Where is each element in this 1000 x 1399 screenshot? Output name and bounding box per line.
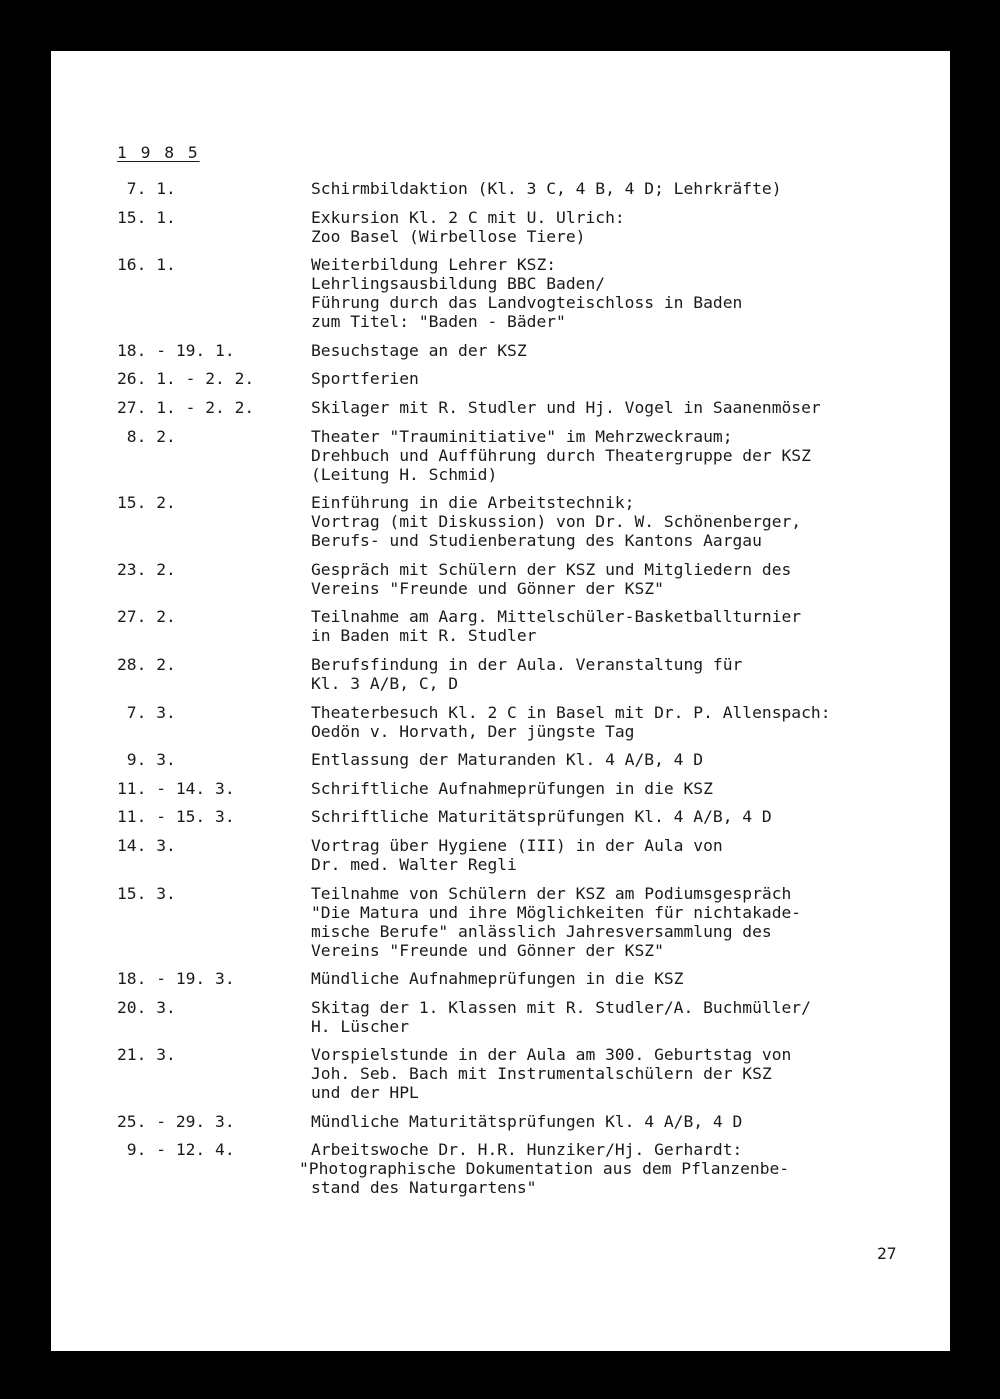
entry-text-line: Dr. med. Walter Regli: [311, 854, 517, 874]
entry-date: 11. - 15. 3.: [117, 807, 235, 827]
entry-date: 7. 1.: [117, 179, 176, 198]
entry-text-line: stand des Naturgartens": [311, 1178, 537, 1198]
entry-text: [311, 607, 937, 645]
chronicle-entry: [117, 1140, 937, 1197]
chronicle-entry: [117, 884, 937, 960]
entry-date: 15. 2.: [117, 493, 176, 513]
entry-date: 7. 3.: [117, 702, 176, 722]
entry-date: 9. - 12. 4.: [117, 1140, 235, 1160]
chronicle-entry: [117, 655, 937, 693]
entry-date: 8. 2.: [117, 426, 176, 446]
entry-date: 28. 2.: [117, 654, 176, 674]
entry-text-line: Theater "Trauminitiative" im Mehrzweckraum;: [311, 426, 733, 446]
entry-text-line: Exkursion Kl. 2 C mit U. Ulrich:: [311, 207, 625, 227]
entry-text-line: Skilager mit R. Studler und Hj. Vogel in Saanenmöser: [311, 397, 821, 417]
entry-text: [311, 427, 937, 484]
entry-text: [311, 1112, 937, 1131]
entry-text: [311, 493, 937, 550]
chronicle-entry: [117, 427, 937, 484]
entry-text: [311, 369, 937, 388]
entry-text-line: Theaterbesuch Kl. 2 C in Basel mit Dr. P. Allenspach:: [311, 702, 831, 722]
chronicle-entry: [117, 836, 937, 874]
entry-text: [311, 341, 937, 360]
entry-text-line: mische Berufe" anlässlich Jahresversammlung des: [311, 921, 772, 941]
entry-text-line: Schriftliche Aufnahmeprüfungen in die KSZ: [311, 778, 713, 798]
entry-text-line: Berufs- und Studienberatung des Kantons Aargau: [311, 531, 762, 551]
entry-text-line: Skitag der 1. Klassen mit R. Studler/A. Buchmüller/: [311, 997, 811, 1017]
document-page: [51, 51, 950, 1351]
entry-date: 21. 3.: [117, 1045, 176, 1065]
entry-date: 11. - 14. 3.: [117, 778, 235, 798]
entry-text: [311, 750, 937, 769]
page-number: 27: [877, 1244, 897, 1263]
entry-text-line: Drehbuch und Aufführung durch Theatergruppe der KSZ: [311, 445, 811, 465]
entry-text-line: Vortrag über Hygiene (III) in der Aula von: [311, 835, 723, 855]
entry-text-line: Zoo Basel (Wirbellose Tiere): [311, 226, 586, 246]
chronicle-entry: [117, 750, 937, 769]
entry-text-line: Weiterbildung Lehrer KSZ:: [311, 255, 557, 275]
entry-date: 23. 2.: [117, 559, 176, 579]
entry-text-line: "Photographische Dokumentation aus dem Pflanzenbe-: [299, 1159, 790, 1179]
entry-text-line: Sportferien: [311, 369, 419, 389]
entry-text-line: Teilnahme von Schülern der KSZ am Podiumsgespräch: [311, 883, 792, 903]
entry-date: 9. 3.: [117, 750, 176, 770]
entry-text: [311, 179, 937, 198]
entry-text-line: Oedön v. Horvath, Der jüngste Tag: [311, 721, 635, 741]
entry-date: 18. - 19. 3.: [117, 969, 235, 989]
entry-text-line: Arbeitswoche Dr. H.R. Hunziker/Hj. Gerhardt:: [311, 1140, 743, 1160]
chronicle-list: [117, 179, 937, 1207]
chronicle-entry: [117, 703, 937, 741]
entry-date: 20. 3.: [117, 997, 176, 1017]
entry-text-line: Vereins "Freunde und Gönner der KSZ": [311, 578, 664, 598]
chronicle-entry: [117, 208, 937, 246]
entry-date: 15. 1.: [117, 207, 176, 227]
chronicle-entry: [117, 341, 937, 360]
entry-text: [311, 998, 937, 1036]
entry-text-line: "Die Matura und ihre Möglichkeiten für nichtakade-: [311, 902, 802, 922]
entry-text: [311, 836, 937, 874]
chronicle-entry: [117, 969, 937, 988]
entry-text-line: Mündliche Aufnahmeprüfungen in die KSZ: [311, 969, 684, 989]
entry-date: 16. 1.: [117, 255, 176, 275]
entry-text: [311, 779, 937, 798]
entry-text-line: Entlassung der Maturanden Kl. 4 A/B, 4 D: [311, 750, 704, 770]
chronicle-entry: [117, 607, 937, 645]
chronicle-entry: [117, 779, 937, 798]
entry-text-line: Schriftliche Maturitätsprüfungen Kl. 4 A/B, 4 D: [311, 807, 772, 827]
chronicle-entry: [117, 398, 937, 417]
entry-date: 15. 3.: [117, 883, 176, 903]
chronicle-entry: [117, 807, 937, 826]
entry-text: [299, 1140, 937, 1198]
entry-date: 27. 1. - 2. 2.: [117, 397, 255, 417]
chronicle-entry: [117, 179, 937, 198]
entry-text: [311, 807, 937, 826]
entry-date: 14. 3.: [117, 835, 176, 855]
chronicle-entry: [117, 560, 937, 598]
entry-text-line: und der HPL: [311, 1083, 419, 1103]
entry-text-line: in Baden mit R. Studler: [311, 626, 537, 646]
entry-text-line: Vereins "Freunde und Gönner der KSZ": [311, 940, 664, 960]
entry-text-line: H. Lüscher: [311, 1016, 410, 1036]
entry-text-line: Vorspielstunde in der Aula am 300. Geburtstag von: [311, 1045, 792, 1065]
entry-text-line: Kl. 3 A/B, C, D: [311, 673, 459, 693]
entry-text: [311, 1045, 937, 1102]
entry-text: [311, 884, 937, 960]
chronicle-entry: [117, 255, 937, 331]
entry-text: [311, 560, 937, 598]
entry-text: [311, 969, 937, 988]
entry-text-line: Lehrlingsausbildung BBC Baden/: [311, 274, 606, 294]
entry-text-line: Schirmbildaktion (Kl. 3 C, 4 B, 4 D; Lehrkräfte): [311, 179, 782, 198]
entry-text-line: Mündliche Maturitätsprüfungen Kl. 4 A/B, 4 D: [311, 1111, 743, 1131]
entry-text-line: Vortrag (mit Diskussion) von Dr. W. Schönenberger,: [311, 512, 802, 532]
entry-text: [311, 398, 937, 417]
entry-date: 27. 2.: [117, 607, 176, 627]
entry-date: 18. - 19. 1.: [117, 340, 235, 360]
entry-text-line: Besuchstage an der KSZ: [311, 340, 527, 360]
entry-text: [311, 255, 937, 331]
chronicle-entry: [117, 1045, 937, 1102]
entry-text-line: Teilnahme am Aarg. Mittelschüler-Basketballturnier: [311, 607, 802, 627]
entry-text-line: Einführung in die Arbeitstechnik;: [311, 493, 635, 513]
entry-text-line: (Leitung H. Schmid): [311, 464, 498, 484]
year-heading: 1 9 8 5: [117, 143, 200, 162]
entry-text: [311, 655, 937, 693]
entry-text-line: Joh. Seb. Bach mit Instrumentalschülern der KSZ: [311, 1064, 772, 1084]
entry-text-line: Führung durch das Landvogteischloss in Baden: [311, 293, 743, 313]
entry-text-line: Gespräch mit Schülern der KSZ und Mitgliedern des: [311, 559, 792, 579]
chronicle-entry: [117, 1112, 937, 1131]
entry-date: 26. 1. - 2. 2.: [117, 369, 255, 389]
entry-text-line: Berufsfindung in der Aula. Veranstaltung für: [311, 654, 743, 674]
chronicle-entry: [117, 369, 937, 388]
entry-text: [311, 703, 937, 741]
chronicle-entry: [117, 998, 937, 1036]
entry-text-line: zum Titel: "Baden - Bäder": [311, 312, 566, 332]
chronicle-entry: [117, 493, 937, 550]
entry-date: 25. - 29. 3.: [117, 1111, 235, 1131]
entry-text: [311, 208, 937, 246]
